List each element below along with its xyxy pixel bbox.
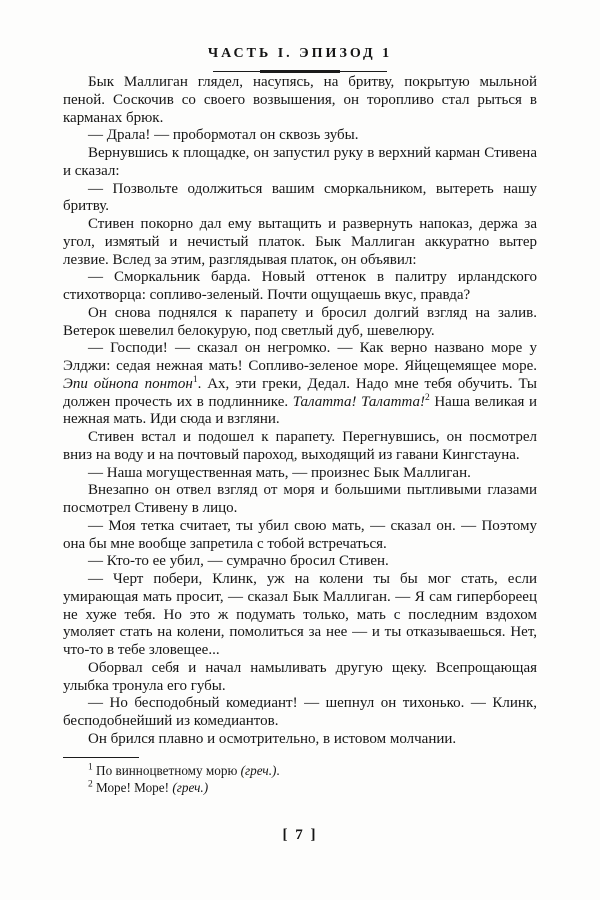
footnote-text: Море! Море!	[96, 780, 173, 795]
paragraph: — Наша могущественная мать, — произнес Бык Маллиган.	[88, 464, 471, 481]
language-note-italic: (греч.)	[240, 762, 277, 778]
language-note-italic: (греч.)	[172, 780, 209, 795]
footnote-1	[63, 762, 537, 780]
paragraph: Вернувшись к площадке, он запустил руку в верхний карман Стивена и сказал:	[63, 145, 537, 179]
divider-thick-bar	[260, 70, 340, 73]
paragraph: — Позвольте одолжиться вашим сморкальником, вытереть нашу бритву.	[63, 180, 537, 215]
footnote-text: По винноцветному морю	[96, 762, 241, 778]
footnote-separator	[63, 757, 139, 758]
paragraph: — Кто-то ее убил, — сумрачно бросил Стивен.	[88, 553, 389, 570]
paragraph: Внезапно он отвел взгляд от моря и большими пытливыми глазами посмотрел Стивену в лицо.	[63, 482, 537, 516]
paragraph	[63, 340, 537, 429]
footnote-marker-2: 2	[88, 779, 93, 790]
paragraph: — Сморкальник барда. Новый оттенок в палитру ирландского стихотворца: сопливо-зеленый. Почти ощущаешь вкус, правда?	[63, 269, 537, 303]
paragraph: Бык Маллиган глядел, насупясь, на бритву, покрытую мыльной пеной. Соскочив со своего возвышения, он торопливо стал рыться в карманах брюк.	[63, 74, 537, 126]
paragraph: — Моя тетка считает, ты убил свою мать, — сказал он. — Поэтому она бы мне вообще запретила с тобой встречаться.	[63, 517, 537, 552]
greek-phrase-italic: Талатта! Талатта!	[292, 393, 425, 410]
paragraph: Он снова поднялся к парапету и бросил долгий взгляд на залив. Ветерок шевелил белокурую, под светлый дуб, шевелюру.	[63, 304, 537, 339]
paragraph: — Но бесподобный комедиант! — шепнул он тихонько. — Клинк, бесподобнейший из комедиантов.	[63, 695, 537, 729]
text-run: Наша великая и нежная мать. Иди сюда и взгляни.	[63, 393, 537, 428]
text-run: . Ах, эти греки, Дедал. Надо мне тебя обучить. Ты должен прочесть их в подлиннике.	[63, 375, 537, 410]
paragraph: Стивен встал и подошел к парапету. Перегнувшись, он посмотрел вниз на воду и на почтовый пароход, выходящий из гавани Кингстауна.	[63, 429, 537, 463]
footnote-ref-1: 1	[192, 374, 198, 385]
footnotes-block	[63, 762, 537, 797]
text-run: — Господи! — сказал он негромко. — Как верно названо море у Элджи: седая нежная мать! Сопливо-зеленое море. Яйцещемящее море.	[63, 340, 537, 374]
greek-phrase-italic: Эпи ойнопа понтон	[63, 375, 193, 392]
chapter-heading: ЧАСТЬ I. ЭПИЗОД 1	[207, 46, 393, 61]
page-number: [ 7 ]	[282, 827, 318, 843]
paragraph: Он брился плавно и осмотрительно, в истовом молчании.	[88, 730, 457, 747]
paragraph: — Драла! — пробормотал он сквозь зубы.	[88, 127, 359, 144]
footnote-text: .	[276, 762, 280, 778]
body-text	[63, 74, 537, 797]
paragraph: Стивен покорно дал ему вытащить и развернуть напоказ, держа за угол, измятый и нечистый платок. Бык Маллиган аккуратно вытер лезвие. Вслед за этим, разглядывая платок, он объявил:	[63, 216, 537, 268]
footnote-2	[63, 779, 537, 797]
footnote-ref-2: 2	[425, 392, 430, 403]
paragraph: Оборвал себя и начал намыливать другую щеку. Всепрощающая улыбка тронула его губы.	[63, 659, 537, 694]
paragraph: — Черт побери, Клинк, уж на колени ты бы мог стать, если умирающая мать просит, — сказал Бык Маллиган. — Я сам гипербореец не хуже тебя. Но это ж подумать только, мать с последним вздохом умоляет стать на колени, помолиться за нее — и ты отказываешься. Нет, что-то в тебе зловещее...	[63, 571, 537, 658]
footnote-marker-1: 1	[88, 762, 93, 773]
